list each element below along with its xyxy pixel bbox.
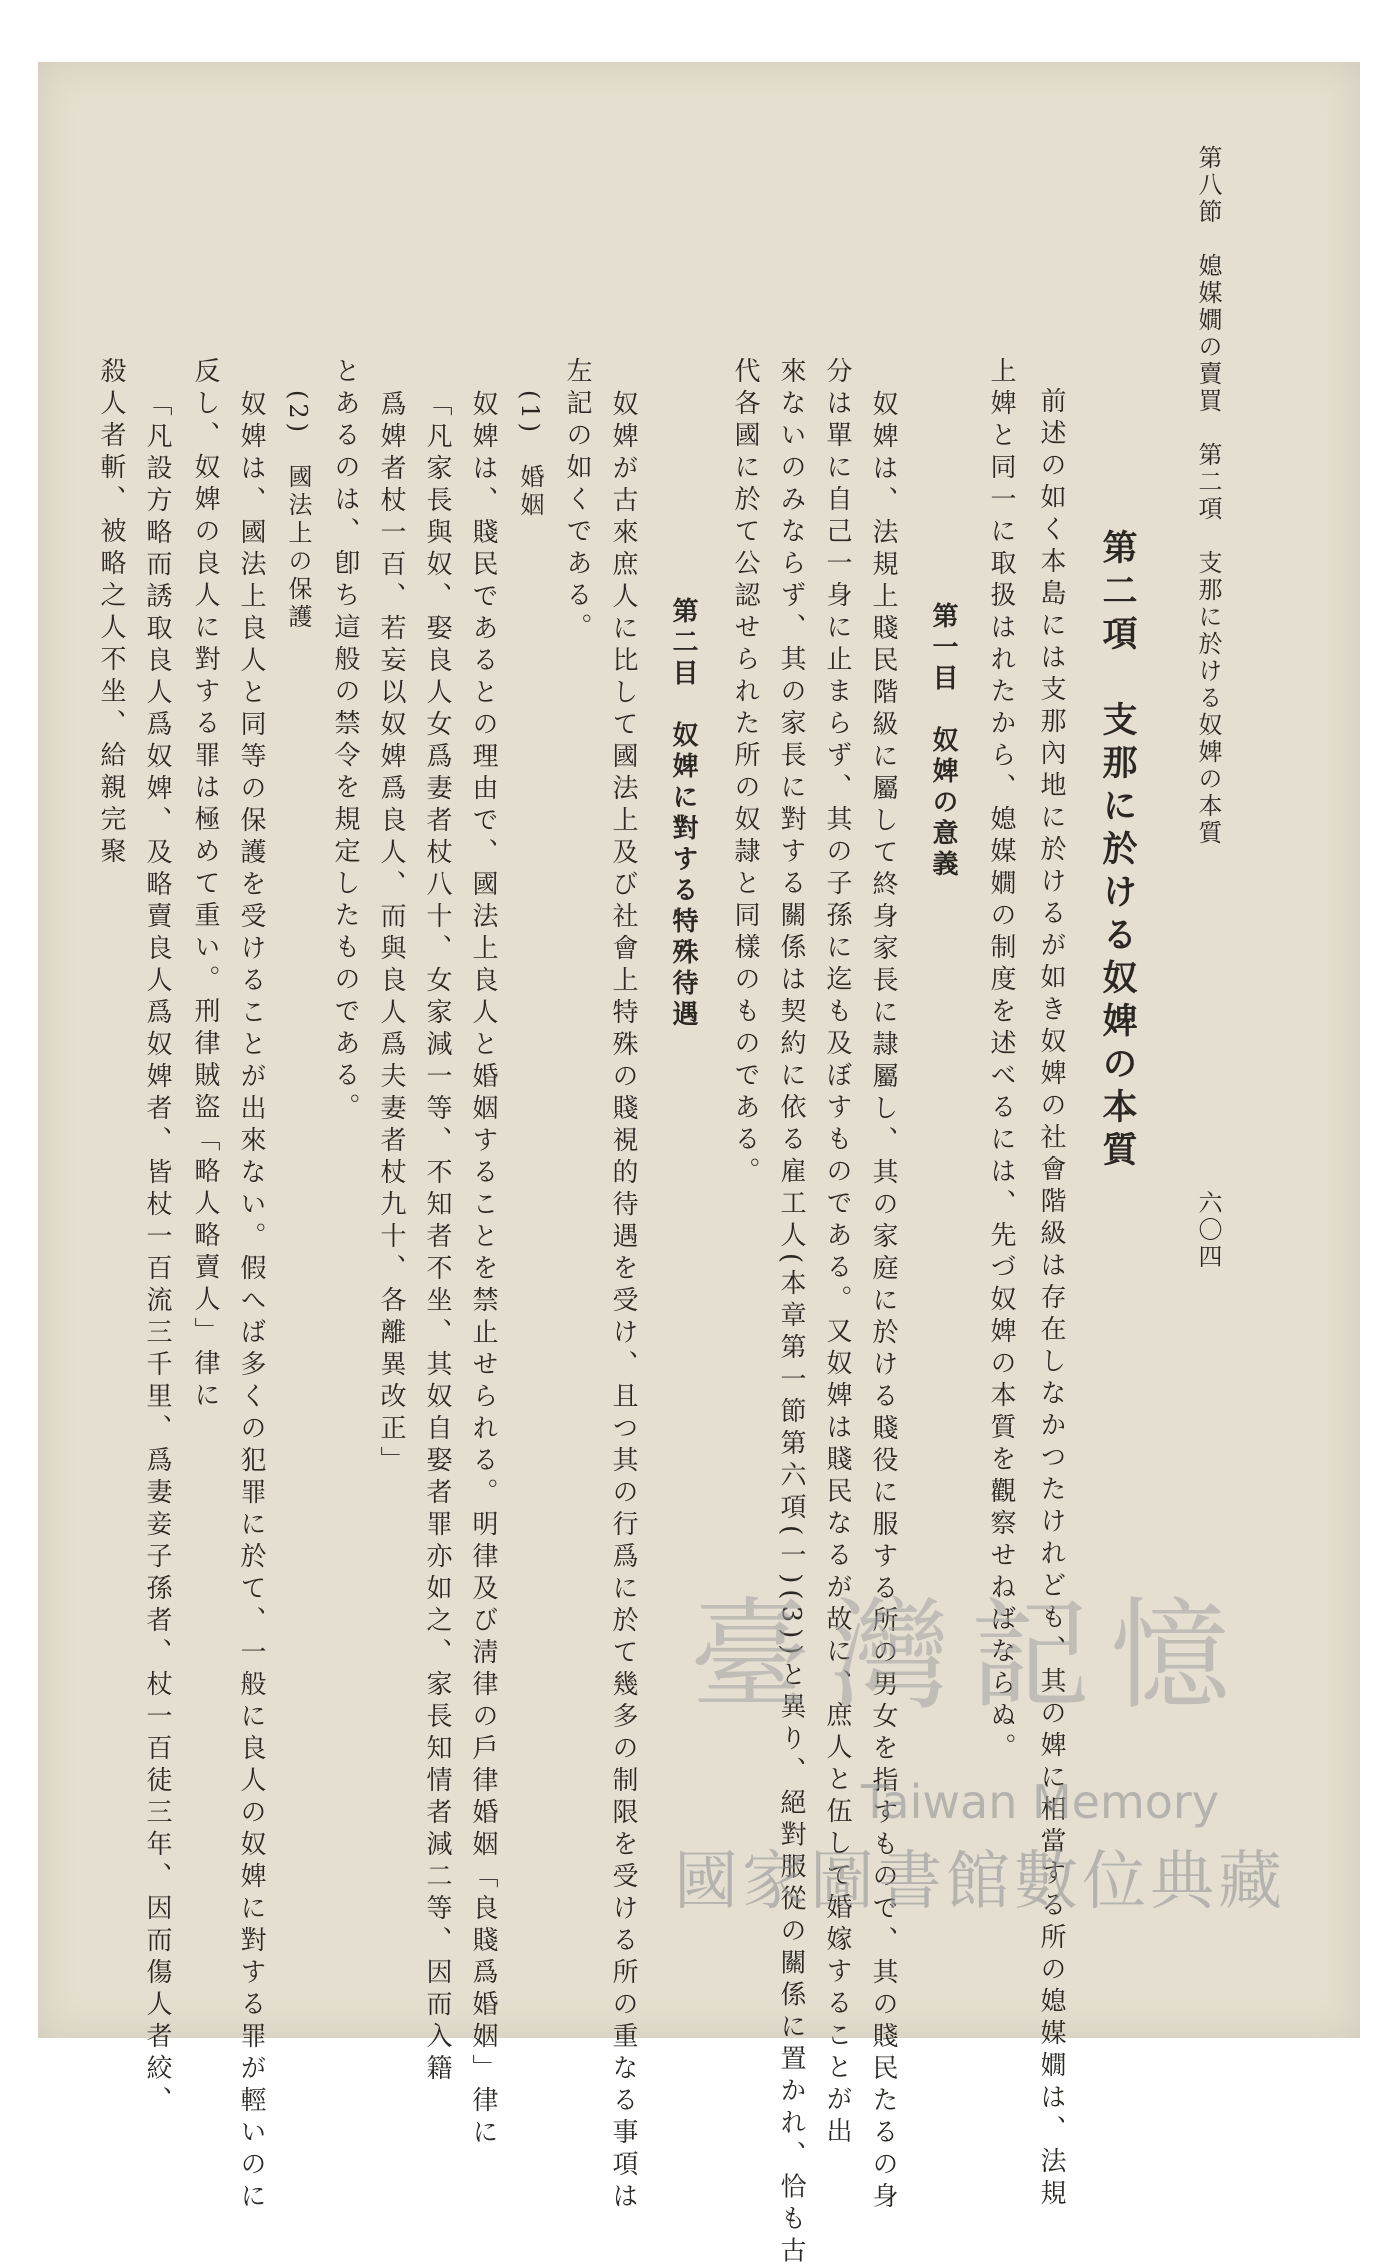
- intro-line-2: 上婢と同一に取扱はれたから、媳媒嫺の制度を述べるには、先づ奴婢の本質を觀察せねばならぬ。: [986, 357, 1016, 1765]
- subsection1-title: 第一目 奴婢の意義: [928, 602, 958, 881]
- running-title: 第八節 媳媒嫺の賣買 第二項 支那に於ける奴婢の本質: [1194, 145, 1222, 847]
- page-number: 六〇四: [1194, 1190, 1222, 1271]
- item1-label: (1) 婚姻: [516, 390, 544, 520]
- item1-line-2: 「凡家長與奴、娶良人女爲妻者杖八十、女家減一等、不知者不坐、其奴自娶者罪亦如之、家長知情者減二等、因而入籍: [422, 390, 452, 2086]
- subsection1-line-4: 代各國に於て公認せられた所の奴隷と同樣のものである。: [730, 357, 760, 1189]
- item2-line-2: 反し、奴婢の良人に對する罪は極めて重い。刑律賊盜「略人略賣人」律に: [190, 357, 220, 1413]
- subsection2-line-1: 奴婢が古來庶人に比して國法上及び社會上特殊の賤視的待遇を受け、且つ其の行爲に於て幾多の制限を受ける所の重なる事項は: [608, 390, 638, 2214]
- document-page: [38, 62, 1360, 2268]
- subsection2-line-2: 左記の如くである。: [562, 357, 592, 645]
- item1-line-1: 奴婢は、賤民であるとの理由で、國法上良人と婚姻することを禁止せられる。明律及び淸律の戶律婚姻「良賤爲婚姻」律に: [468, 390, 498, 2150]
- item1-line-4: とあるのは、卽ち這般の禁令を規定したものである。: [330, 357, 360, 1125]
- item1-line-3: 爲婢者杖一百、若妄以奴婢爲良人、而與良人爲夫妻者杖九十、各離異改正」: [376, 390, 406, 1478]
- item2-line-3: 「凡設方略而誘取良人爲奴婢、及略賣良人爲奴婢者、皆杖一百流三千里、爲妻妾子孫者、杖一百徒三年、因而傷人者絞、: [142, 390, 172, 2118]
- watermark-english: Taiwan Memory: [860, 1775, 1220, 1829]
- subsection1-line-3: 來ないのみならず、其の家長に對する關係は契約に依る雇工人(本章第一節第六項(一)(3))と異り、絕對服從の關係に置かれ、恰も古: [776, 357, 806, 2268]
- item2-line-4: 殺人者斬、被略之人不坐、給親完聚: [96, 357, 126, 869]
- subsection1-line-2: 分は單に自己一身に止まらず、其の子孫に迄も及ぼすものである。又奴婢は賤民なるが故に、庶人と伍して婚嫁することが出: [822, 357, 852, 2149]
- watermark-calligraphy: 臺灣記憶: [690, 1587, 1250, 1726]
- section-title: 第二項 支那に於ける奴婢の本質: [1097, 529, 1137, 1174]
- intro-line-1: 前述の如く本島には支那內地に於けるが如き奴婢の社會階級は存在しなかつたけれども、其の婢に相當する所の媳媒嫺は、法規: [1036, 387, 1066, 2211]
- subsection1-line-1: 奴婢は、法規上賤民階級に屬して終身家長に隷屬し、其の家庭に於ける賤役に服する所の男女を指すもので、其の賤民たるの身: [868, 390, 898, 2214]
- watermark-chinese: 國家圖書館數位典藏: [674, 1845, 1286, 1919]
- item2-label: (2) 國法上の保護: [284, 390, 312, 632]
- item2-line-1: 奴婢は、國法上良人と同等の保護を受けることが出來ない。假へば多くの犯罪に於て、一般に良人の奴婢に對する罪が輕いのに: [236, 390, 266, 2214]
- subsection2-title: 第二目 奴婢に對する特殊待遇: [668, 597, 698, 1031]
